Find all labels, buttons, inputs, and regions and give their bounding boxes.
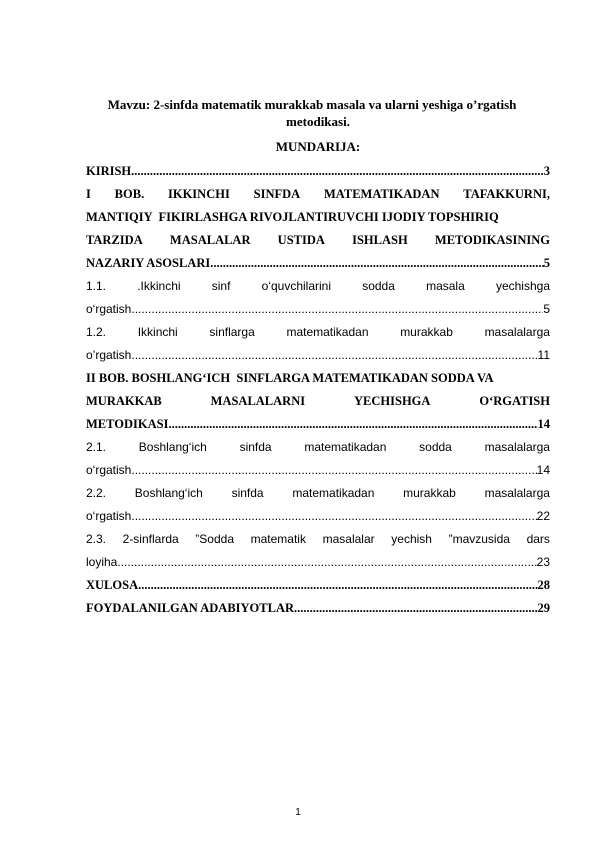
toc-entry-text: o’rgatish bbox=[86, 348, 132, 362]
toc-word: masalalarga bbox=[484, 486, 550, 500]
toc-word: MASALALAR bbox=[169, 233, 251, 247]
toc-word: 2.2. bbox=[86, 486, 107, 500]
toc-page-number: 29 bbox=[537, 601, 550, 615]
toc-leader bbox=[294, 597, 537, 620]
toc-word: ”Sodda bbox=[195, 532, 234, 546]
toc-entry-text: o‘rgatish bbox=[86, 302, 132, 316]
toc-page-number: 11 bbox=[537, 348, 550, 362]
toc-word: sodda bbox=[362, 279, 395, 293]
toc-entry-kirish[interactable] bbox=[86, 160, 550, 183]
toc-word: USTIDA bbox=[277, 233, 325, 247]
toc-word: sinfda bbox=[239, 440, 272, 454]
toc-word: masalalarga bbox=[484, 440, 550, 454]
toc-word: sinf bbox=[211, 279, 231, 293]
toc-entry-text: NAZARIY ASOSLARI bbox=[86, 256, 211, 270]
toc-word: 2.1. bbox=[86, 440, 107, 454]
toc-page-number: 22 bbox=[536, 509, 550, 523]
toc-leader bbox=[168, 413, 537, 436]
toc-entry-adabiyotlar[interactable] bbox=[86, 597, 550, 620]
toc-leader bbox=[131, 459, 536, 482]
toc-word: 2-sinflarda bbox=[122, 532, 179, 546]
toc-word: BOB. bbox=[114, 187, 145, 201]
toc-word: Ikkinchi bbox=[137, 325, 178, 339]
toc-word: YECHISHGA bbox=[354, 394, 431, 408]
toc-section-1-2-line-1[interactable] bbox=[86, 321, 550, 344]
toc-leader bbox=[131, 298, 543, 321]
toc-entry-text: XULOSA bbox=[86, 578, 139, 592]
toc-section-1-1-line-2[interactable] bbox=[86, 298, 550, 321]
toc-word: masalalarga bbox=[484, 325, 550, 339]
toc-word: O‘RGATISH bbox=[479, 394, 550, 408]
toc-word: sinflarga bbox=[209, 325, 255, 339]
toc-entry-text: o‘rgatish bbox=[86, 463, 132, 477]
toc-section-1-1-line-1[interactable] bbox=[86, 275, 550, 298]
toc-word: SINFDA bbox=[253, 187, 301, 201]
toc-section-2-2-line-1[interactable] bbox=[86, 482, 550, 505]
toc-word: Boshlang‘ich bbox=[138, 440, 207, 454]
toc-word: sodda bbox=[419, 440, 452, 454]
toc-leader bbox=[117, 551, 536, 574]
page-number: 1 bbox=[295, 807, 301, 818]
toc-word: yechish bbox=[391, 532, 432, 546]
toc-word: MASALALARNI bbox=[210, 394, 306, 408]
toc-section-2-3-line-2[interactable] bbox=[86, 551, 550, 574]
toc-leader bbox=[131, 344, 537, 367]
document-title bbox=[86, 96, 550, 130]
toc-chapter-2-line-2[interactable] bbox=[86, 390, 550, 413]
toc-word: matematikadan bbox=[292, 486, 375, 500]
toc-word: matematikadan bbox=[304, 440, 387, 454]
toc-word: ”mavzusida bbox=[448, 532, 510, 546]
toc-section-1-2-line-2[interactable] bbox=[86, 344, 550, 367]
toc-leader bbox=[138, 574, 537, 597]
toc-word: masala bbox=[426, 279, 465, 293]
toc-word: METODIKASINING bbox=[434, 233, 550, 247]
toc-chapter-1-line-3[interactable] bbox=[86, 229, 550, 252]
toc-word: ISHLASH bbox=[352, 233, 408, 247]
toc-word: MURAKKAB bbox=[86, 394, 162, 408]
toc-word: 2.3. bbox=[86, 532, 107, 546]
toc-entry-text: METODIKASI bbox=[86, 417, 169, 431]
toc-chapter-2-line-3[interactable] bbox=[86, 413, 550, 436]
toc-page-number: 14 bbox=[536, 463, 550, 477]
toc-page-number: 14 bbox=[537, 417, 550, 431]
toc-leader bbox=[131, 160, 544, 183]
toc-word: .Ikkinchi bbox=[137, 279, 181, 293]
toc-word: murakkab bbox=[403, 486, 456, 500]
toc-word: IKKINCHI bbox=[168, 187, 230, 201]
toc-chapter-1-line-2[interactable]: MANTIQIY FIKIRLASHGA RIVOJLANTIRUVCHI IJODIY TOPSHIRIQ bbox=[86, 210, 499, 224]
toc-word: sinfda bbox=[231, 486, 264, 500]
toc-chapter-2-line-1[interactable]: II BOB. BOSHLANG‘ICH SINFLARGA MATEMATIKADAN SODDA VA bbox=[86, 371, 494, 385]
toc-word: 1.1. bbox=[86, 279, 107, 293]
toc-entry-text: FOYDALANILGAN ADABIYOTLAR bbox=[86, 601, 295, 615]
toc-leader bbox=[131, 505, 536, 528]
toc-entry-text: KIRISH bbox=[86, 164, 132, 178]
title-line-2: metodikasi. bbox=[286, 114, 350, 129]
toc-page-number: 28 bbox=[537, 578, 550, 592]
contents-heading: MUNDARIJA: bbox=[275, 139, 361, 154]
toc-word: masalalar bbox=[322, 532, 375, 546]
toc-word: 1.2. bbox=[86, 325, 107, 339]
toc-word: TARZIDA bbox=[86, 233, 143, 247]
toc-word: MATEMATIKADAN bbox=[323, 187, 440, 201]
toc-section-2-1-line-1[interactable] bbox=[86, 436, 550, 459]
toc-chapter-1-line-1[interactable] bbox=[86, 183, 550, 206]
toc-entry-text: loyiha bbox=[86, 555, 118, 569]
toc-chapter-1-line-4[interactable] bbox=[86, 252, 550, 275]
toc-section-2-1-line-2[interactable] bbox=[86, 459, 550, 482]
toc-section-2-2-line-2[interactable] bbox=[86, 505, 550, 528]
toc-entry-xulosa[interactable] bbox=[86, 574, 550, 597]
toc-word: murakkab bbox=[400, 325, 453, 339]
toc-page-number: 23 bbox=[536, 555, 550, 569]
toc-leader bbox=[210, 252, 544, 275]
table-of-contents bbox=[86, 160, 550, 620]
toc-word: o‘quvchilarini bbox=[261, 279, 331, 293]
toc-word: TAFAKKURNI, bbox=[463, 187, 550, 201]
toc-word: matematikadan bbox=[286, 325, 369, 339]
toc-word: I bbox=[86, 187, 91, 201]
toc-word: yechishga bbox=[495, 279, 550, 293]
title-line-1: Mavzu: 2-sinfda matematik murakkab masala va ularni yeshiga o’rgatish bbox=[107, 97, 517, 112]
toc-word: dars bbox=[526, 532, 550, 546]
toc-page-number: 5 bbox=[543, 256, 550, 270]
toc-section-2-3-line-1[interactable] bbox=[86, 528, 550, 551]
toc-page-number: 5 bbox=[543, 302, 550, 316]
toc-word: matematik bbox=[250, 532, 306, 546]
toc-page-number: 3 bbox=[543, 164, 550, 178]
toc-word: Boshlang‘ich bbox=[134, 486, 203, 500]
toc-entry-text: o‘rgatish bbox=[86, 509, 132, 523]
